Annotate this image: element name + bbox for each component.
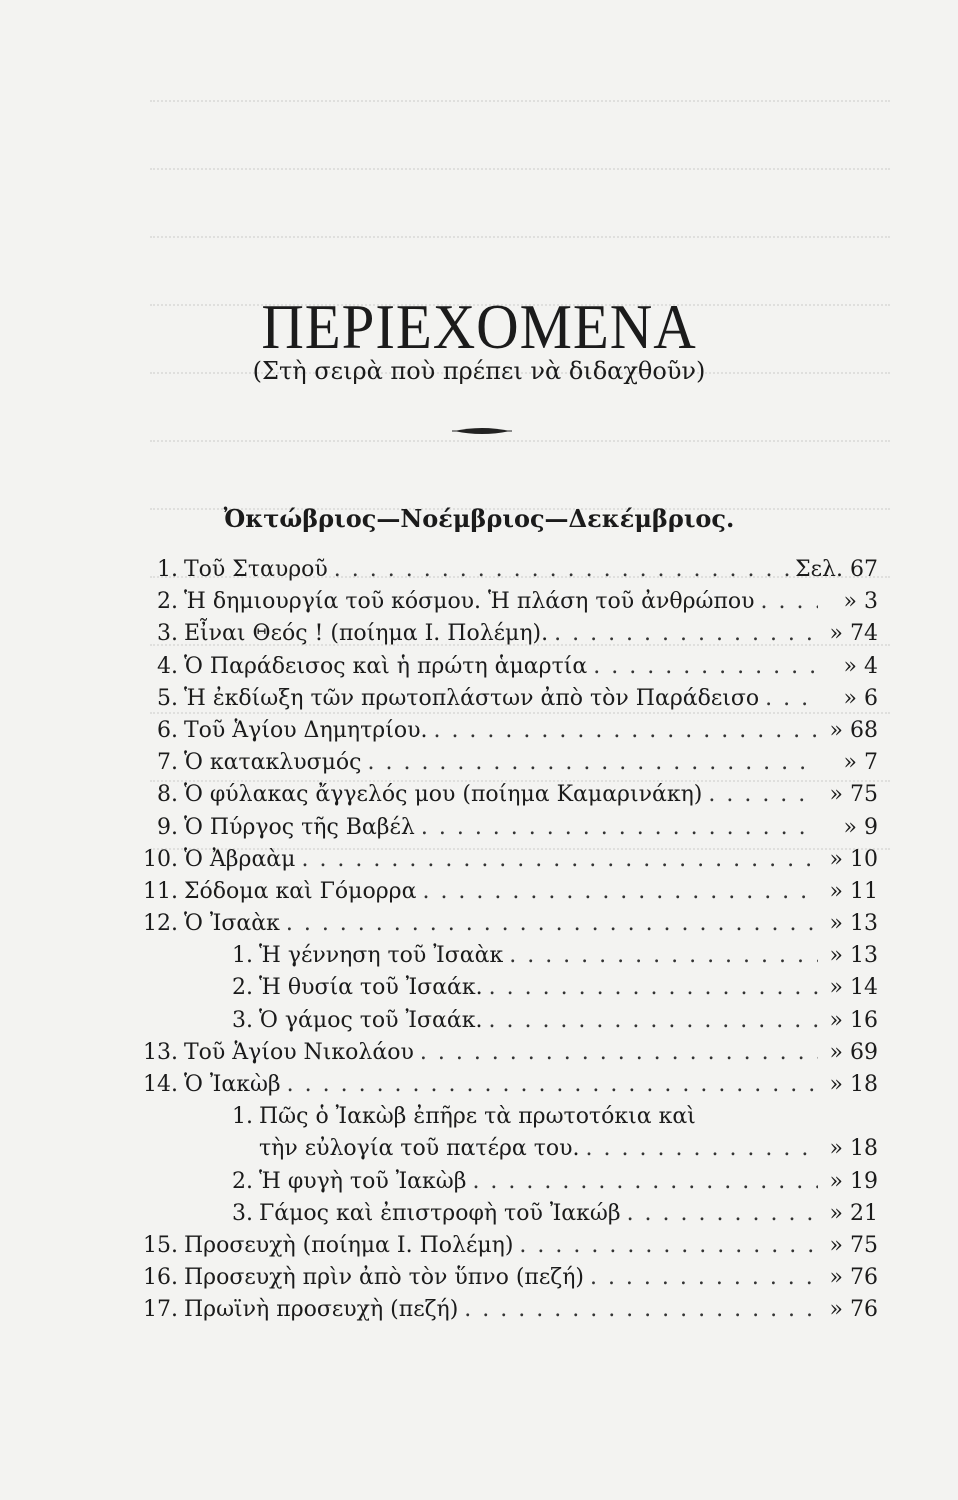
dot-leader	[621, 1198, 818, 1230]
section-heading: Ὀκτώβριος—Νοέμβριος—Δεκέμβριος.	[223, 504, 735, 533]
toc-entry-page: » 18	[829, 1072, 878, 1097]
toc-entry	[133, 844, 878, 876]
toc-entry-title: Ὁ Παράδεισος καὶ ἡ πρώτη ἁμαρτία	[184, 653, 588, 679]
toc-entry-title: Ὁ κατακλυσμός	[184, 750, 362, 776]
toc-entry-title: Πῶς ὁ Ἰακὼβ ἐπῆρε τὰ πρωτοτόκια καὶ	[259, 1104, 696, 1130]
toc-entry-page: » 3	[843, 589, 878, 615]
toc-entry-title: Ὁ Ἰακὼβ	[184, 1072, 281, 1097]
toc-entry-number: 12.	[143, 911, 178, 937]
dot-leader	[416, 876, 818, 908]
dot-leader	[415, 812, 818, 844]
toc-entry-title: Ὁ Ἀβραὰμ	[184, 846, 296, 872]
toc-entry	[133, 812, 878, 844]
toc-entry	[213, 1005, 878, 1037]
toc-entry	[213, 1133, 878, 1165]
toc-entry-number: 13.	[143, 1039, 178, 1065]
toc-entry-number: 8.	[157, 782, 178, 808]
toc-entry-page: » 75	[829, 1232, 878, 1258]
toc-entry	[213, 972, 878, 1004]
toc-entry-number: 4.	[157, 653, 178, 679]
toc-entry-number: 1.	[232, 1104, 253, 1130]
page-subtitle: (Στὴ σειρὰ ποὺ πρέπει νὰ διδαχθοῦν)	[252, 357, 706, 385]
toc-entry-page: » 14	[829, 975, 878, 1001]
dot-leader	[587, 651, 818, 683]
dot-leader	[755, 586, 818, 618]
dot-leader	[328, 554, 795, 586]
dot-leader	[281, 1069, 818, 1101]
toc-entry-title: Ὁ γάμος τοῦ Ἰσαάκ.	[259, 1007, 483, 1033]
toc-entry-number: 2.	[232, 1168, 253, 1194]
toc-entry-title: Ἡ φυγὴ τοῦ Ἰακὼβ	[259, 1168, 467, 1194]
toc-entry-title: Ὁ Ἰσαὰκ	[184, 911, 280, 937]
toc-entry	[213, 1166, 878, 1198]
toc-entry-number: 15.	[143, 1232, 178, 1258]
table-of-contents	[133, 554, 878, 1327]
toc-entry-title: Ὁ φύλακας ἄγγελός μου (ποίημα Καμαρινάκη)	[184, 782, 703, 808]
page-title: ΠΕΡΙΕΧΟΜΕΝΑ	[261, 291, 697, 362]
toc-entry-number: 3.	[232, 1200, 253, 1226]
toc-entry-title: Τοῦ Ἁγίου Δημητρίου.	[184, 717, 428, 743]
toc-entry-number: 1.	[232, 943, 253, 969]
toc-entry	[133, 908, 878, 940]
toc-entry-page: » 21	[829, 1200, 878, 1226]
dot-leader	[458, 1294, 818, 1326]
toc-entry	[213, 940, 878, 972]
dot-leader	[295, 844, 818, 876]
toc-entry-page: » 76	[829, 1265, 878, 1291]
toc-entry-number: 17.	[143, 1297, 178, 1323]
toc-entry	[133, 651, 878, 683]
dot-leader	[759, 683, 818, 715]
toc-entry-title: τὴν εὐλογία τοῦ πατέρα του.	[259, 1136, 580, 1162]
toc-entry-page: » 7	[843, 750, 878, 776]
toc-entry-number: 7.	[157, 750, 178, 776]
toc-entry-number: 10.	[143, 846, 178, 872]
toc-entry	[213, 1198, 878, 1230]
toc-entry-number: 3.	[232, 1007, 253, 1033]
toc-entry-page: » 75	[829, 782, 878, 808]
toc-entry-title: Ἡ ἐκδίωξη τῶν πρωτοπλάστων ἀπὸ τὸν Παράδεισο	[184, 685, 760, 711]
dot-leader	[513, 1230, 818, 1262]
toc-entry-number: 2.	[232, 975, 253, 1001]
toc-entry-page: » 18	[829, 1136, 878, 1162]
toc-entry	[133, 876, 878, 908]
toc-entry-title: Προσευχὴ (ποίημα Ι. Πολέμη)	[184, 1232, 514, 1258]
toc-entry-title: Ἡ θυσία τοῦ Ἰσαάκ.	[259, 975, 483, 1001]
toc-entry	[133, 683, 878, 715]
toc-entry-number: 14.	[143, 1072, 178, 1097]
toc-entry	[133, 1069, 878, 1101]
toc-entry-page: » 13	[829, 943, 878, 969]
toc-entry-page: » 19	[829, 1168, 878, 1194]
dot-leader	[503, 940, 818, 972]
toc-entry-page: » 69	[829, 1039, 878, 1065]
toc-entry	[133, 618, 878, 650]
dot-leader	[584, 1262, 818, 1294]
toc-entry-number: 3.	[157, 621, 178, 647]
toc-entry-number: 6.	[157, 717, 178, 743]
toc-entry-page: » 76	[829, 1297, 878, 1323]
toc-entry	[213, 1101, 878, 1133]
toc-entry-page: » 6	[843, 685, 878, 711]
toc-entry-title: Ἡ γέννηση τοῦ Ἰσαὰκ	[259, 943, 504, 969]
dot-leader	[483, 972, 818, 1004]
toc-entry-number: 11.	[143, 878, 178, 904]
toc-entry-page: Σελ. 67	[795, 557, 878, 582]
dot-leader	[466, 1166, 818, 1198]
toc-entry	[133, 715, 878, 747]
dot-leader	[361, 747, 818, 779]
toc-entry	[133, 554, 878, 586]
toc-entry	[133, 1262, 878, 1294]
toc-entry	[133, 1230, 878, 1262]
dot-leader	[702, 779, 818, 811]
toc-entry-page: » 10	[829, 846, 878, 872]
dot-leader	[548, 618, 818, 650]
dot-leader	[414, 1037, 818, 1069]
toc-entry-title: Τοῦ Ἁγίου Νικολάου	[184, 1039, 414, 1065]
toc-entry-number: 5.	[157, 685, 178, 711]
toc-entry	[133, 779, 878, 811]
toc-entry-title: Σόδομα καὶ Γόμορρα	[184, 878, 417, 904]
toc-entry-title: Ἡ δημιουργία τοῦ κόσμου. Ἡ πλάση τοῦ ἀνθρώπου	[184, 589, 755, 615]
dot-leader	[482, 1005, 818, 1037]
toc-entry	[133, 1294, 878, 1326]
toc-entry-page: » 13	[829, 911, 878, 937]
toc-entry	[133, 586, 878, 618]
toc-entry-title: Εἶναι Θεός ! (ποίημα Ι. Πολέμη).	[184, 621, 549, 647]
toc-entry-title: Γάμος καὶ ἐπιστροφὴ τοῦ Ἰακώβ	[259, 1200, 621, 1226]
toc-entry	[133, 747, 878, 779]
ornament-divider-icon	[452, 425, 512, 437]
toc-entry-title: Ὁ Πύργος τῆς Βαβέλ	[184, 814, 415, 840]
toc-entry-title: Προσευχὴ πρὶν ἀπὸ τὸν ὕπνο (πεζή)	[184, 1265, 584, 1291]
toc-entry-number: 9.	[157, 814, 178, 840]
toc-entry-title: Τοῦ Σταυροῦ	[184, 557, 328, 582]
dot-leader	[580, 1133, 818, 1165]
toc-entry-number: 2.	[157, 589, 178, 615]
toc-entry-page: » 11	[829, 878, 878, 904]
toc-entry-page: » 74	[829, 621, 878, 647]
toc-entry-number: 16.	[143, 1265, 178, 1291]
toc-entry-page: » 9	[843, 814, 878, 840]
toc-entry-page: » 68	[829, 717, 878, 743]
toc-entry-page: » 16	[829, 1007, 878, 1033]
dot-leader	[280, 908, 818, 940]
dot-leader	[427, 715, 818, 747]
toc-entry-number: 1.	[157, 557, 178, 582]
toc-entry-page: » 4	[843, 653, 878, 679]
toc-entry	[133, 1037, 878, 1069]
toc-entry-title: Πρωϊνὴ προσευχὴ (πεζή)	[184, 1297, 459, 1323]
